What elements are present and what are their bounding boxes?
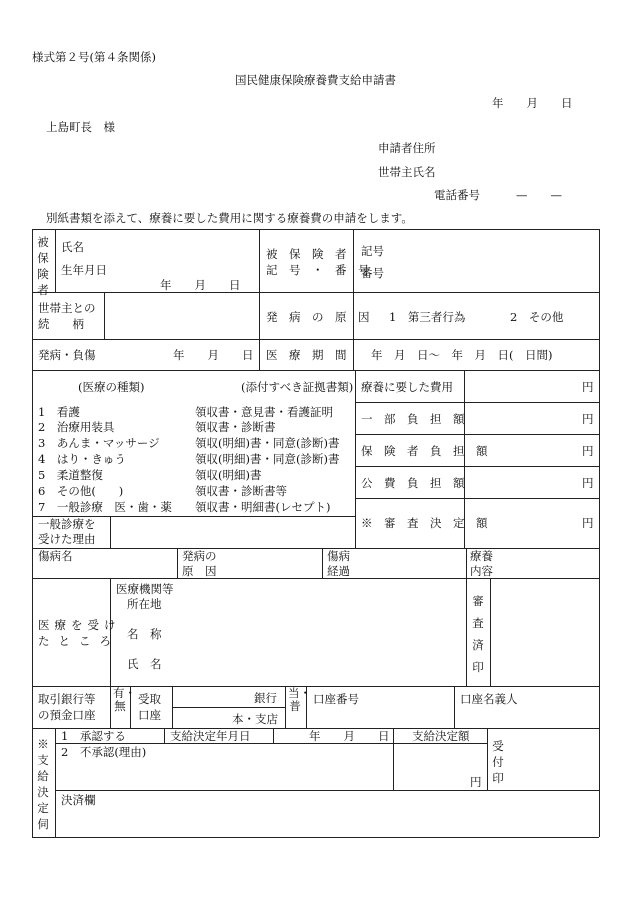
relation-label-1: 世帯主との — [38, 301, 96, 315]
birth-date-label: 生年月日 — [61, 263, 107, 277]
proof-documents-heading: (添付すべき証拠書類) — [241, 380, 354, 394]
proof-document-item: 領収書・診断書 — [195, 420, 276, 434]
form-number: 様式第２号(第４条関係) — [32, 50, 156, 64]
phone-label: 電話番号 — [434, 188, 480, 202]
decision-date-label: 支給決定年月日 — [170, 729, 251, 743]
account-number-label: 口座番号 — [313, 692, 359, 706]
medical-type-item: 4 はり・きゅう — [38, 452, 126, 466]
provider-label-1: 医療を受け — [38, 618, 121, 632]
proof-document-item: 領収書・明細書(レセプト) — [195, 500, 331, 514]
reject-option: 2 不承認(理由) — [61, 745, 147, 759]
householder-name-label: 世帯主氏名 — [378, 165, 436, 179]
injury-course-head-1: 傷病 — [327, 549, 350, 563]
symbol-label: 記号 — [361, 244, 384, 258]
insurer-burden-label: 保 険 者 負 担 額 — [361, 444, 488, 458]
onset-cause-head-1: 発病の — [182, 549, 217, 563]
public-burden-label: 公 費 負 担 額 — [361, 476, 465, 490]
treatment-period-label: 医 療 期 間 — [266, 348, 347, 362]
medical-type-item: 7 一般診療 医・歯・薬 — [38, 500, 172, 514]
relation-label-2: 続 柄 — [38, 317, 84, 331]
has-account-toggle: 有・無 — [113, 686, 136, 713]
cause-option-third-party: 1 第三者行為 — [389, 310, 466, 324]
onset-cause-label: 発 病 の 原 因 — [266, 310, 370, 324]
yen-unit: 円 — [582, 444, 594, 458]
treatment-content-head-2: 内容 — [470, 564, 493, 578]
addressee: 上島町長 様 — [46, 120, 115, 134]
insured-vertical-label: 被保険者 — [37, 235, 49, 297]
name-label: 氏名 — [61, 240, 84, 254]
branch-suffix: 本・支店 — [232, 712, 278, 726]
proof-document-item: 領収書・診断書等 — [195, 484, 287, 498]
yen-unit: 円 — [582, 476, 594, 490]
onset-date: 年 月 日 — [173, 348, 254, 362]
proof-document-item: 領収(明細)書 — [195, 468, 262, 482]
yen-unit: 円 — [582, 380, 594, 394]
medical-type-item: 2 治療用装具 — [38, 420, 115, 434]
applicant-address-label: 申請者住所 — [378, 141, 436, 155]
application-date: 年 月 日 — [492, 96, 573, 110]
birth-date-value: 年 月 日 — [160, 278, 241, 292]
provider-label-2: たところ — [38, 634, 120, 648]
provider-org-label: 医療機関等 — [116, 582, 174, 596]
insured-id-label-2: 記 号 ・ 番 号 — [266, 263, 370, 277]
bank-label-2: の預金口座 — [38, 708, 96, 722]
yen-unit: 円 — [582, 412, 594, 426]
injury-course-head-2: 経過 — [327, 564, 350, 578]
total-cost-label: 療養に要した費用 — [361, 380, 453, 394]
medical-type-item: 5 柔道整復 — [38, 468, 103, 482]
bank-label-1: 取引銀行等 — [38, 692, 96, 706]
bank-suffix: 銀行 — [254, 691, 277, 705]
insured-id-label-1: 被 保 険 者 — [266, 247, 347, 261]
proof-document-item: 領収(明細)書・同意(診断)書 — [195, 452, 340, 466]
review-stamp-vertical-label: 審査済印 — [472, 594, 484, 674]
provider-person-label: 氏 名 — [127, 657, 162, 671]
account-type-toggle: 当・普 — [288, 686, 311, 713]
medical-type-item: 1 看護 — [38, 405, 80, 419]
decision-date-value: 年 月 日 — [309, 729, 390, 743]
onset-cause-head-2: 原 因 — [182, 564, 217, 578]
receiving-account-label-1: 受取 — [138, 692, 161, 706]
onset-label: 発病・負傷 — [38, 348, 96, 362]
medical-type-item: 3 あんま・マッサージ — [38, 436, 160, 450]
receiving-account-label-2: 口座 — [138, 708, 161, 722]
settlement-label: 決済欄 — [61, 793, 96, 807]
proof-document-item: 領収(明細)書・同意(診断)書 — [195, 436, 340, 450]
proof-document-item: 領収書・意見書・看護証明 — [195, 405, 333, 419]
form-title: 国民健康保険療養費支給申請書 — [235, 73, 396, 87]
injury-name-label: 傷病名 — [38, 549, 73, 563]
payment-decision-vertical-label: ※支給決定伺 — [37, 737, 49, 831]
number-label: 番号 — [361, 266, 384, 280]
treatment-content-head-1: 療養 — [470, 549, 493, 563]
treatment-period-value: 年 月 日〜 年 月 日( 日間) — [371, 348, 553, 362]
phone-separators: — — — [516, 188, 562, 202]
intro-text: 別紙書類を添えて、療養に要した費用に関する療養費の申請をします。 — [46, 211, 413, 225]
cause-option-other: 2 その他 — [510, 310, 564, 324]
copayment-label: 一 部 負 担 額 — [361, 412, 465, 426]
receipt-stamp-vertical-label: 受付印 — [492, 739, 504, 785]
general-reason-label-1: 一般診療を — [38, 517, 96, 531]
review-decision-label: ※ 審 査 決 定 額 — [361, 516, 488, 530]
decision-amount-label: 支給決定額 — [412, 729, 470, 743]
provider-location-label: 所在地 — [127, 597, 162, 611]
medical-type-item: 6 その他( ) — [38, 484, 124, 498]
account-holder-label: 口座名義人 — [460, 692, 518, 706]
medical-type-heading: (医療の種類) — [78, 380, 145, 394]
approve-option: 1 承認する — [61, 729, 126, 743]
provider-name-label: 名 称 — [127, 627, 162, 641]
general-reason-label-2: 受けた理由 — [38, 532, 96, 546]
yen-unit: 円 — [582, 516, 594, 530]
decision-amount-yen: 円 — [470, 775, 482, 789]
